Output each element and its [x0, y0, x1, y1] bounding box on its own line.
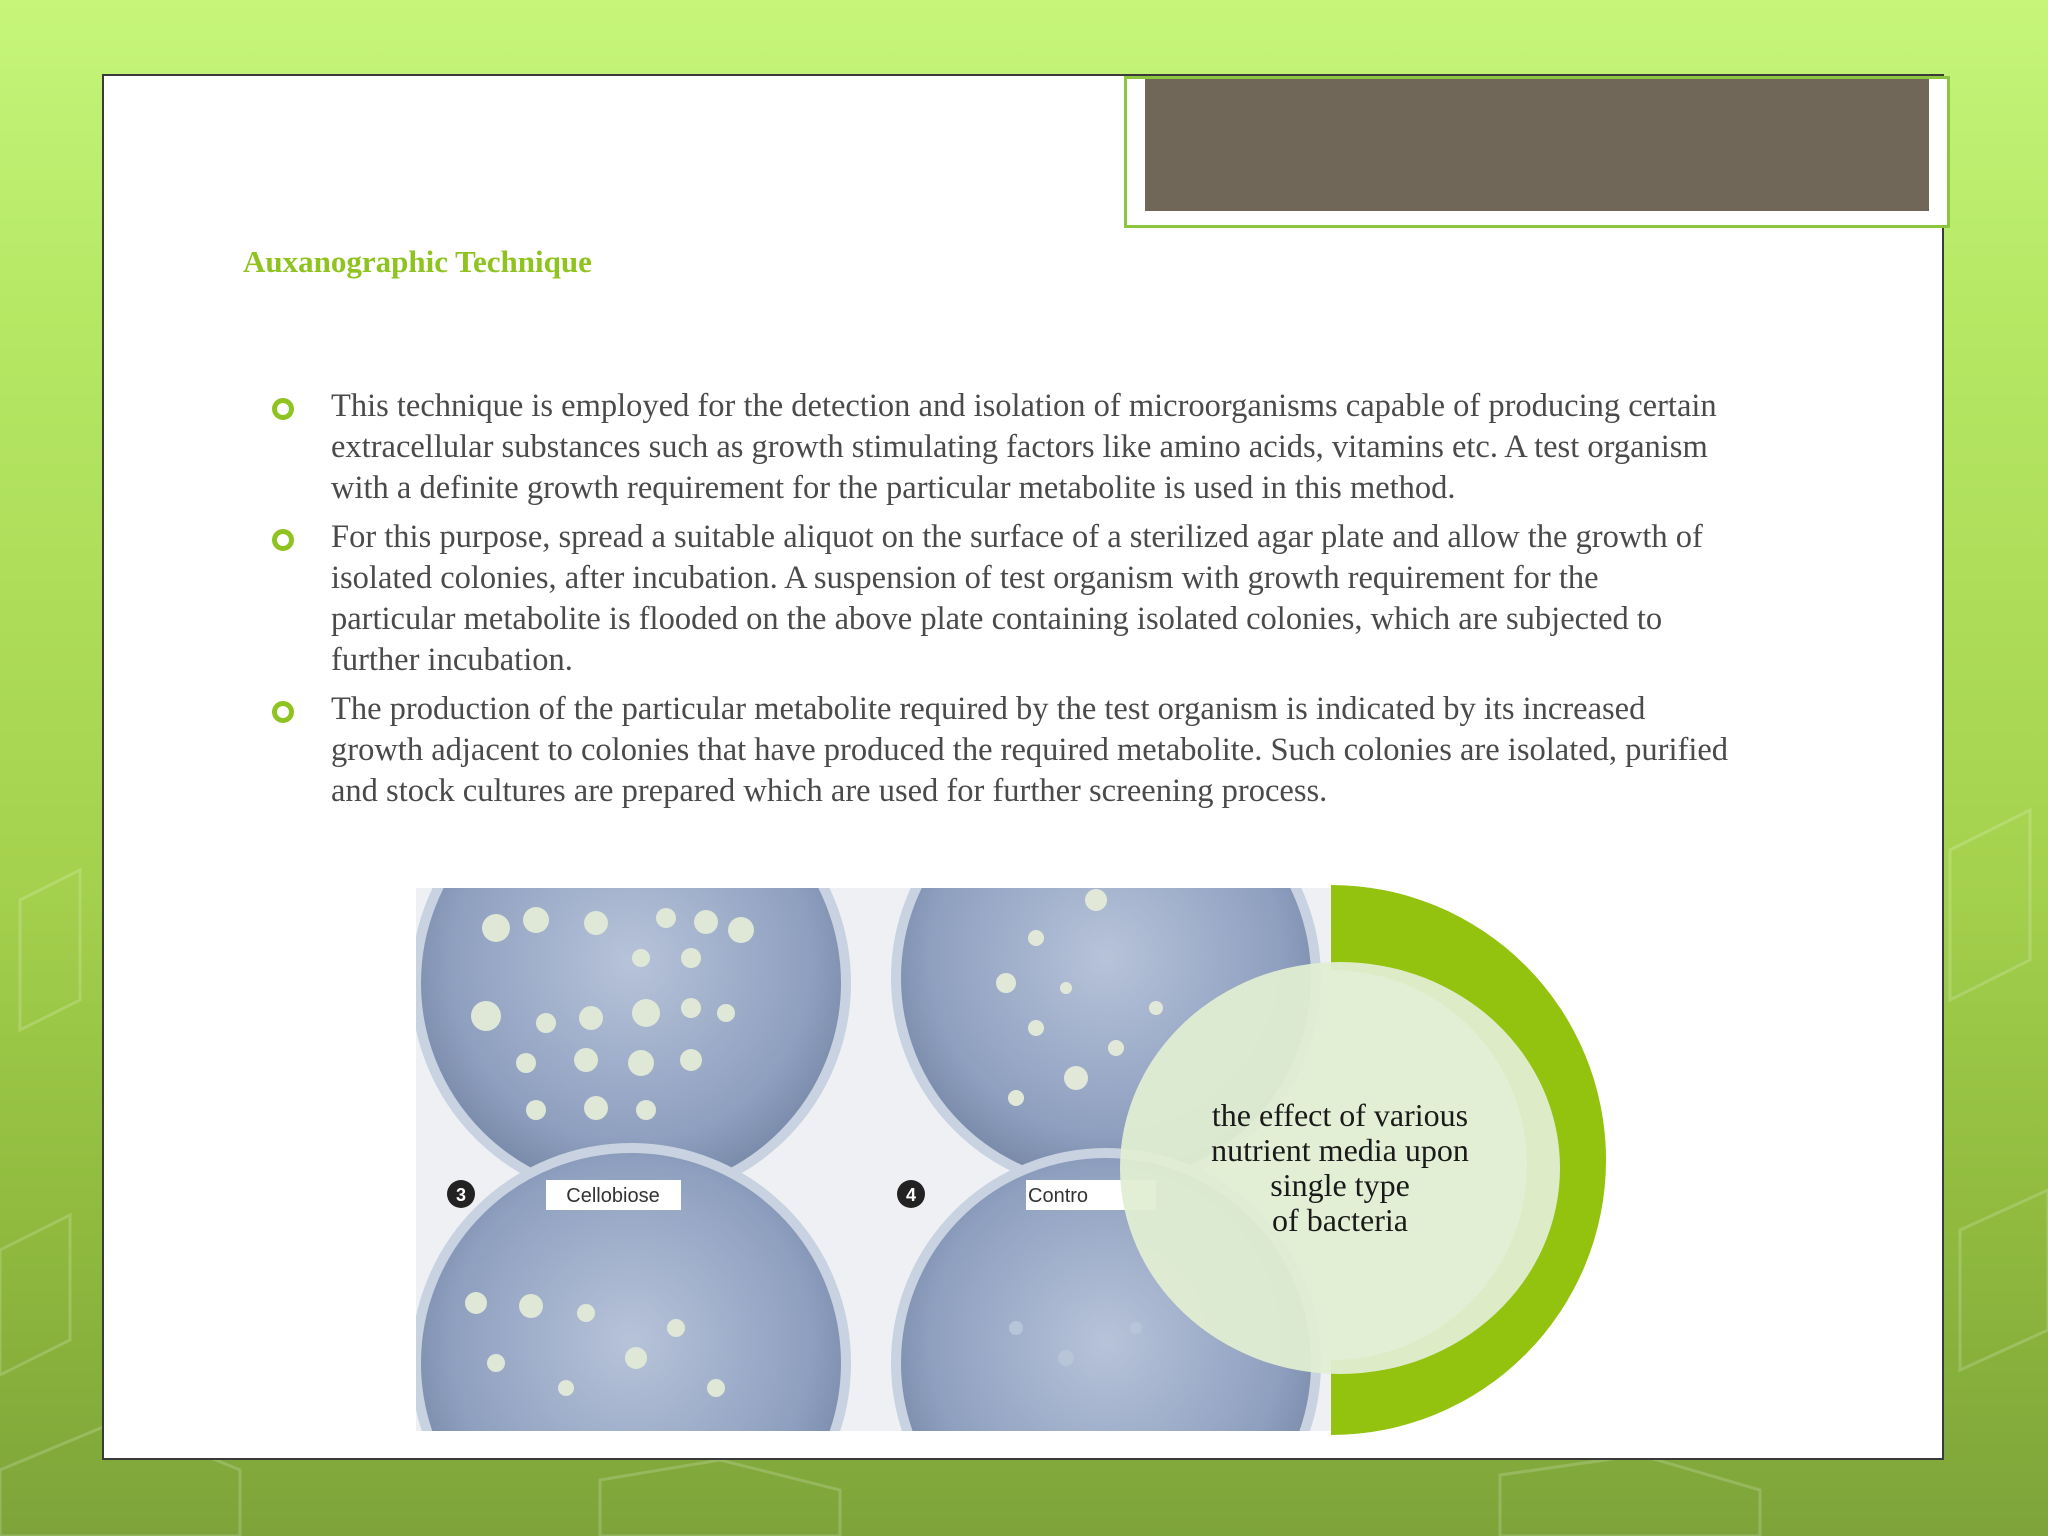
bullet-item [270, 517, 1730, 681]
caption-text: the effect of various nutrient media upon single type of bacteria [1211, 1097, 1469, 1238]
bullet-item [270, 689, 1730, 812]
plate-4-number: 4 [905, 1185, 917, 1205]
slide-heading: Auxanographic Technique [243, 244, 592, 279]
plate-3-number: 3 [455, 1185, 467, 1205]
caption-circle [1120, 962, 1560, 1374]
bullet-item [270, 386, 1730, 509]
plate-4-number-badge [897, 1180, 925, 1208]
plate-3-label-tag [546, 1180, 681, 1210]
hollow-circle-icon [272, 529, 294, 551]
hollow-circle-icon [272, 398, 294, 420]
title-tab-fill [1145, 79, 1929, 211]
bullet-list [270, 386, 1730, 820]
hollow-circle-icon [272, 701, 294, 723]
plate-3-number-badge [447, 1180, 475, 1208]
bullet-text: This technique is employed for the detection and isolation of microorganisms capable of producing certain extracellular substances such as growth stimulating factors like amino acids, vitamins etc. A test organism with a definite growth requirement for the particular metabolite is used in this method. [331, 388, 1717, 506]
plate-4-label: Contro [1028, 1185, 1089, 1207]
plate-3-label: Cellobiose [566, 1185, 660, 1207]
bullet-text: The production of the particular metabolite required by the test organism is indicated by its increased growth adjacent to colonies that have produced the required metabolite. Such colonies are isolated, purified and stock cultures are prepared which are used for further screening process. [331, 691, 1729, 809]
title-tab [1124, 76, 1950, 228]
bullet-text: For this purpose, spread a suitable aliquot on the surface of a sterilized agar plate and allow the growth of isolated colonies, after incubation. A suspension of test organism with growth requirement for the particular metabolite is flooded on the above plate containing isolated colonies, which are subjected to further incubation. [331, 519, 1703, 678]
